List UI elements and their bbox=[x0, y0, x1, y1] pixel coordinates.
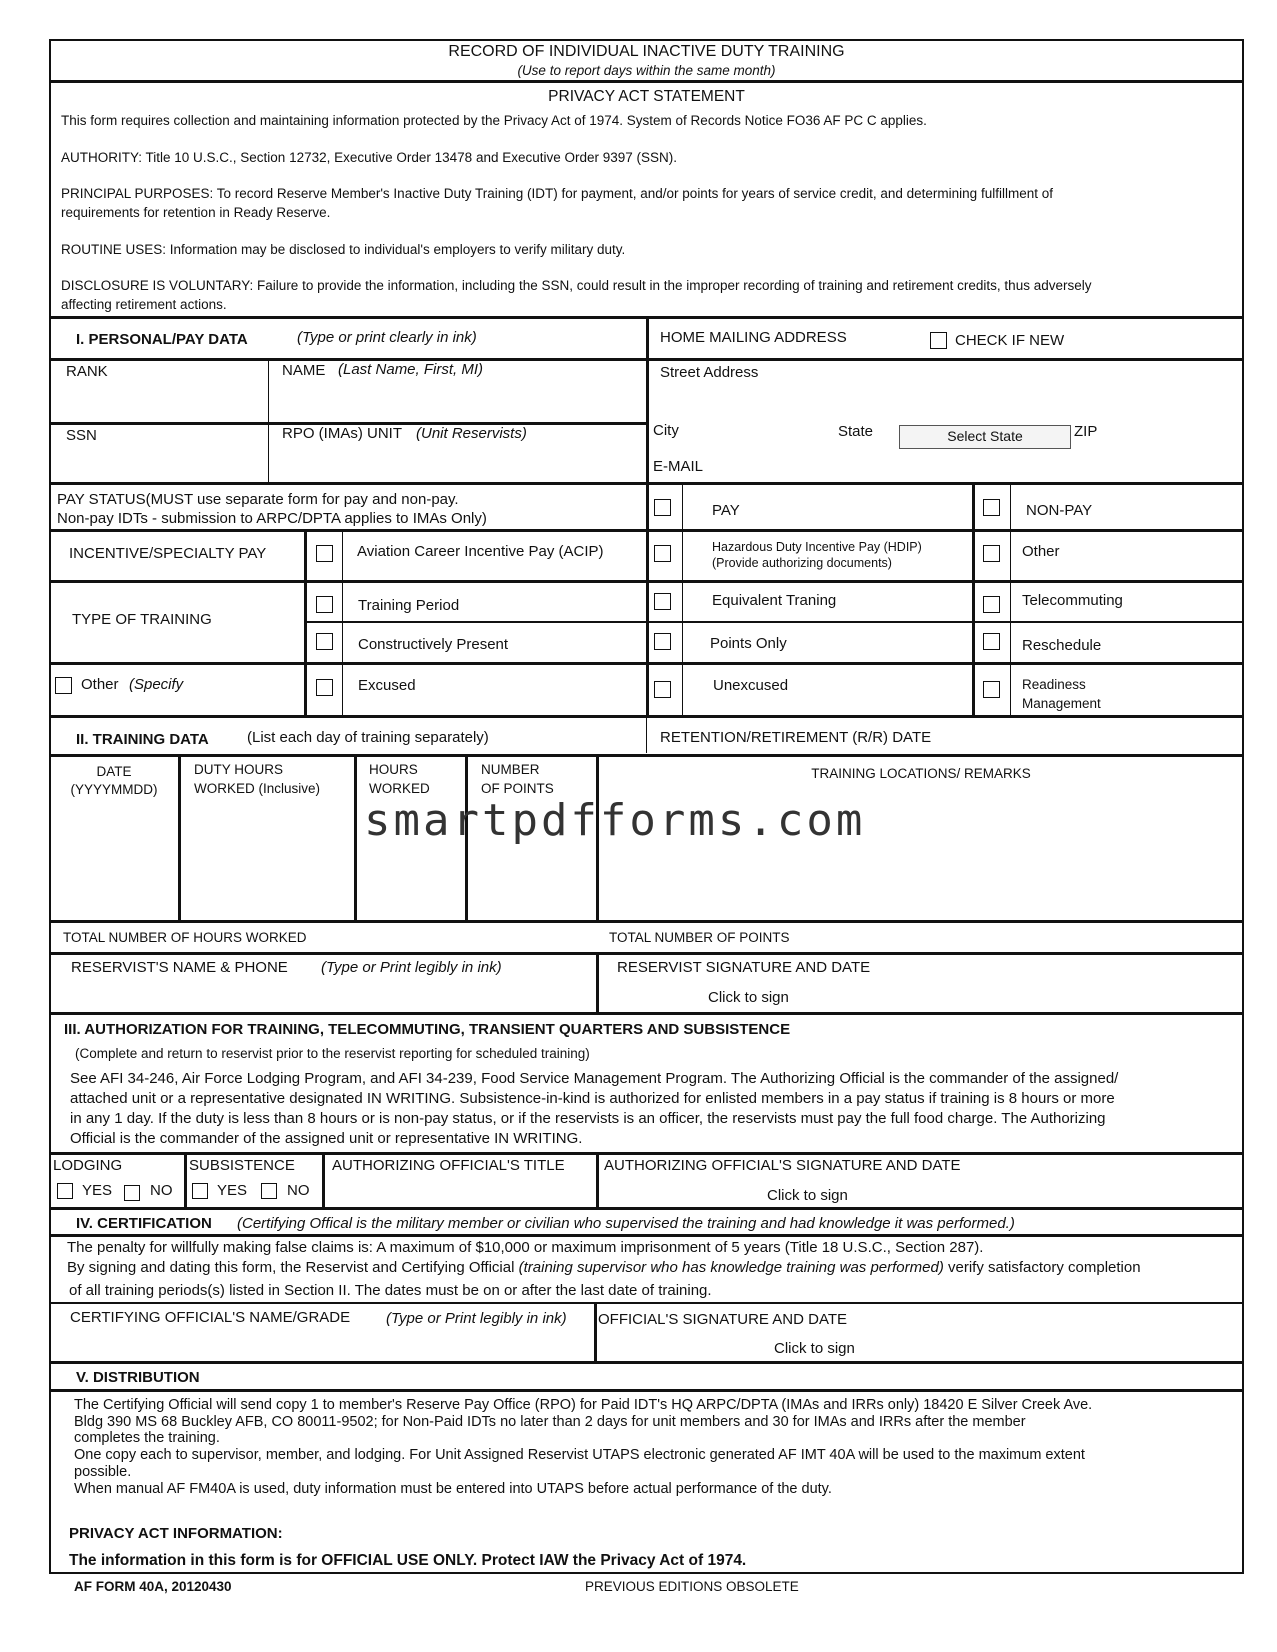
certification-text-c: verify satisfactory completion bbox=[948, 1259, 1141, 1276]
section1-note: (Type or print clearly in ink) bbox=[297, 329, 477, 346]
divider bbox=[646, 318, 649, 716]
reschedule-label: Reschedule bbox=[1022, 637, 1102, 654]
lodging-no-checkbox[interactable] bbox=[124, 1185, 140, 1201]
divider bbox=[49, 529, 1244, 532]
distribution-text: Bldg 390 MS 68 Buckley AFB, CO 80011-9502; for Non-Paid IDTs no later than 2 days for unit members and 30 for IMAs and IRRs after the member bbox=[74, 1414, 1026, 1430]
divider bbox=[49, 1389, 1244, 1392]
city-field[interactable] bbox=[690, 422, 830, 444]
name-field[interactable] bbox=[272, 382, 642, 420]
other-pay-checkbox[interactable] bbox=[983, 545, 1000, 562]
readiness-management-label: Readiness bbox=[1022, 677, 1086, 692]
telecommuting-checkbox[interactable] bbox=[983, 596, 1000, 613]
form-subtitle: (Use to report days within the same month) bbox=[517, 63, 776, 78]
col-remarks-header: TRAINING LOCATIONS/ REMARKS bbox=[811, 766, 1031, 781]
hdip-label: Hazardous Duty Incentive Pay (HDIP) bbox=[712, 540, 922, 554]
email-field[interactable] bbox=[712, 456, 1238, 478]
hdip-checkbox[interactable] bbox=[654, 545, 671, 562]
divider bbox=[49, 952, 1244, 955]
subsistence-yes-label: YES bbox=[217, 1182, 248, 1199]
subsistence-no-checkbox[interactable] bbox=[261, 1183, 277, 1199]
privacy-info-text: The information in this form is for OFFICIAL USE ONLY. Protect IAW the Privacy Act of 1974. bbox=[69, 1552, 747, 1569]
col-points-header: OF POINTS bbox=[481, 781, 554, 796]
section4-heading: IV. CERTIFICATION bbox=[76, 1215, 212, 1232]
privacy-heading: PRIVACY ACT STATEMENT bbox=[548, 88, 745, 105]
divider bbox=[596, 954, 599, 1012]
distribution-text: One copy each to supervisor, member, and lodging. For Unit Assigned Reservist UTAPS electronic generated AF IMT 40A will be used to the maximum extent bbox=[74, 1447, 1085, 1463]
other-training-field[interactable] bbox=[190, 674, 298, 698]
equivalent-training-checkbox[interactable] bbox=[654, 593, 671, 610]
state-label: State bbox=[838, 423, 874, 440]
divider bbox=[322, 1154, 325, 1207]
certification-text-b: (training supervisor who has knowledge training was performed) bbox=[518, 1259, 944, 1276]
non-pay-label: NON-PAY bbox=[1026, 502, 1093, 519]
authorizing-signature-label: AUTHORIZING OFFICIAL'S SIGNATURE AND DATE bbox=[604, 1157, 961, 1174]
divider bbox=[304, 531, 307, 716]
telecommuting-label: Telecommuting bbox=[1022, 592, 1123, 609]
lodging-label: LODGING bbox=[53, 1157, 123, 1174]
email-label: E-MAIL bbox=[653, 458, 704, 475]
rank-field[interactable] bbox=[52, 382, 264, 420]
divider bbox=[49, 920, 1244, 923]
training-period-checkbox[interactable] bbox=[316, 596, 333, 613]
street-address-field[interactable] bbox=[652, 384, 1240, 420]
certification-text bbox=[67, 1259, 1141, 1277]
form-title: RECORD OF INDIVIDUAL INACTIVE DUTY TRAINING bbox=[448, 43, 845, 60]
lodging-yes-checkbox[interactable] bbox=[57, 1183, 73, 1199]
section3-note: (Complete and return to reservist prior to the reservist reporting for scheduled training) bbox=[75, 1046, 590, 1061]
col-date-header: DATE bbox=[96, 764, 132, 779]
total-hours-label: TOTAL NUMBER OF HOURS WORKED bbox=[63, 930, 307, 945]
points-only-label: Points Only bbox=[710, 635, 787, 652]
divider bbox=[342, 531, 343, 716]
name-label: NAME bbox=[282, 362, 326, 379]
certifying-name-label: CERTIFYING OFFICIAL'S NAME/GRADE bbox=[70, 1309, 351, 1326]
section3-heading: III. AUTHORIZATION FOR TRAINING, TELECOMMUTING, TRANSIENT QUARTERS AND SUBSISTENCE bbox=[64, 1021, 791, 1038]
section5-heading: V. DISTRIBUTION bbox=[76, 1369, 200, 1386]
official-sign-button[interactable]: Click to sign bbox=[774, 1340, 855, 1357]
reservist-signature-label: RESERVIST SIGNATURE AND DATE bbox=[617, 959, 871, 976]
section2-heading: II. TRAINING DATA bbox=[76, 731, 209, 748]
certification-text-a: By signing and dating this form, the Reservist and Certifying Official bbox=[67, 1259, 515, 1276]
divider bbox=[594, 1304, 597, 1361]
divider bbox=[49, 80, 1244, 83]
col-hours-worked-header: HOURS bbox=[369, 762, 418, 777]
section3-text: Official is the commander of the assigned unit or representative IN WRITING. bbox=[70, 1130, 583, 1147]
obsolete-notice: PREVIOUS EDITIONS OBSOLETE bbox=[585, 1579, 799, 1594]
divider bbox=[49, 1207, 1244, 1210]
disclosure-text: affecting retirement actions. bbox=[61, 297, 227, 312]
col-duty-hours-header: WORKED (Inclusive) bbox=[194, 781, 321, 796]
hdip-note: (Provide authorizing documents) bbox=[712, 556, 892, 570]
non-pay-checkbox[interactable] bbox=[983, 499, 1000, 516]
pay-label: PAY bbox=[712, 502, 740, 519]
date-field[interactable] bbox=[52, 802, 176, 918]
other-training-checkbox[interactable] bbox=[55, 677, 72, 694]
excused-label: Excused bbox=[358, 677, 416, 694]
certifying-name-field[interactable] bbox=[52, 1332, 590, 1359]
home-address-label: HOME MAILING ADDRESS bbox=[660, 329, 847, 346]
certification-text: of all training periods(s) listed in Section II. The dates must be on or after the last date of training. bbox=[69, 1282, 712, 1299]
rpo-note: (Unit Reservists) bbox=[416, 425, 527, 442]
form-number: AF FORM 40A, 20120430 bbox=[74, 1579, 232, 1594]
incentive-label: INCENTIVE/SPECIALTY PAY bbox=[69, 545, 267, 562]
distribution-text: The Certifying Official will send copy 1 to member's Reserve Pay Office (RPO) for Paid IDT's HQ ARPC/DPTA (IMAs and IRRs only) 18420 E Silver Creek Ave. bbox=[74, 1397, 1093, 1413]
authorizing-title-field[interactable] bbox=[326, 1178, 592, 1205]
constructively-present-label: Constructively Present bbox=[358, 636, 509, 653]
authorizing-sign-button[interactable]: Click to sign bbox=[767, 1187, 848, 1204]
lodging-no-label: NO bbox=[150, 1182, 173, 1199]
other-training-label: Other bbox=[81, 676, 119, 693]
excused-checkbox[interactable] bbox=[316, 679, 333, 696]
unexcused-checkbox[interactable] bbox=[654, 681, 671, 698]
distribution-text: When manual AF FM40A is used, duty information must be entered into UTAPS before actual performance of the duty. bbox=[74, 1481, 832, 1497]
divider bbox=[49, 1012, 1244, 1015]
divider bbox=[49, 482, 1244, 485]
duty-hours-field[interactable] bbox=[182, 802, 352, 918]
divider bbox=[49, 1234, 1244, 1237]
rpo-label: RPO (IMAs) UNIT bbox=[282, 425, 402, 442]
name-note: (Last Name, First, MI) bbox=[338, 361, 484, 378]
penalty-text: The penalty for willfully making false claims is: A maximum of $10,000 or maximum imprisonment of 5 years (Title 18 U.S.C., Section 287). bbox=[67, 1239, 984, 1256]
reservist-sign-button[interactable]: Click to sign bbox=[708, 989, 789, 1006]
zip-label: ZIP bbox=[1074, 423, 1098, 440]
col-date-format: (YYYYMMDD) bbox=[70, 782, 158, 797]
divider bbox=[1010, 484, 1011, 716]
subsistence-label: SUBSISTENCE bbox=[189, 1157, 295, 1174]
ssn-label: SSN bbox=[66, 427, 97, 444]
authorizing-title-label: AUTHORIZING OFFICIAL'S TITLE bbox=[332, 1157, 565, 1174]
watermark-text: smartpdfforms.com bbox=[364, 795, 866, 846]
lodging-yes-label: YES bbox=[82, 1182, 113, 1199]
purposes-text: requirements for retention in Ready Reserve. bbox=[61, 205, 331, 220]
pay-checkbox[interactable] bbox=[654, 499, 671, 516]
other-pay-label: Other bbox=[1022, 543, 1060, 560]
readiness-management-label: Management bbox=[1022, 696, 1101, 711]
privacy-text: This form requires collection and maintaining information protected by the Privacy Act of 1974. System of Records Notice FO36 AF PC C applies. bbox=[61, 113, 927, 128]
readiness-management-checkbox[interactable] bbox=[983, 681, 1000, 698]
subsistence-no-label: NO bbox=[287, 1182, 310, 1199]
divider bbox=[596, 1154, 599, 1207]
divider bbox=[646, 717, 647, 753]
divider bbox=[304, 621, 1244, 623]
ssn-field[interactable] bbox=[52, 446, 264, 480]
rpo-unit-field[interactable] bbox=[272, 446, 642, 480]
section3-text: in any 1 day. If the duty is less than 8 hours or is non-pay status, or if the reservists is an officer, the reservists must pay the full food charge. The Authorizing bbox=[70, 1110, 1106, 1127]
pay-status-label: PAY STATUS(MUST use separate form for pay and non-pay. bbox=[57, 491, 459, 508]
rank-label: RANK bbox=[66, 363, 108, 380]
acip-label: Aviation Career Incentive Pay (ACIP) bbox=[357, 543, 604, 560]
city-label: City bbox=[653, 422, 679, 439]
distribution-text: possible. bbox=[74, 1464, 132, 1480]
reservist-name-label: RESERVIST'S NAME & PHONE bbox=[71, 959, 288, 976]
total-points-label: TOTAL NUMBER OF POINTS bbox=[609, 930, 790, 945]
divider bbox=[184, 1154, 187, 1207]
col-points-header: NUMBER bbox=[481, 762, 540, 777]
check-if-new-checkbox[interactable] bbox=[930, 332, 947, 349]
certifying-name-note: (Type or Print legibly in ink) bbox=[386, 1310, 567, 1327]
disclosure-text: DISCLOSURE IS VOLUNTARY: Failure to provide the information, including the SSN, could result in the improper recording of training and retirement credits, thus adversely bbox=[61, 278, 1092, 293]
divider bbox=[354, 756, 357, 921]
reservist-name-field[interactable] bbox=[52, 980, 592, 1010]
divider bbox=[972, 484, 975, 716]
pay-status-note: Non-pay IDTs - submission to ARPC/DPTA applies to IMAs Only) bbox=[57, 510, 487, 527]
distribution-text: completes the training. bbox=[74, 1430, 220, 1446]
divider bbox=[49, 1361, 1244, 1364]
subsistence-yes-checkbox[interactable] bbox=[192, 1183, 208, 1199]
col-duty-hours-header: DUTY HOURS bbox=[194, 762, 284, 777]
routine-uses-text: ROUTINE USES: Information may be disclosed to individual's employers to verify military duty. bbox=[61, 242, 626, 257]
divider bbox=[682, 484, 683, 716]
check-if-new-label: CHECK IF NEW bbox=[955, 332, 1065, 349]
divider bbox=[49, 662, 1244, 665]
col-hours-worked-header: WORKED bbox=[369, 781, 430, 796]
section1-heading: I. PERSONAL/PAY DATA bbox=[76, 331, 248, 348]
section3-text: attached unit or a representative designated IN WRITING. Subsistence-in-kind is authorized for enlisted members in a pay status if training is 8 hours or more bbox=[70, 1090, 1115, 1107]
street-address-label: Street Address bbox=[660, 364, 759, 381]
training-period-label: Training Period bbox=[358, 597, 460, 614]
divider bbox=[49, 754, 1244, 757]
reservist-name-note: (Type or Print legibly in ink) bbox=[321, 959, 502, 976]
privacy-info-heading: PRIVACY ACT INFORMATION: bbox=[69, 1525, 283, 1542]
official-signature-label: OFFICIAL'S SIGNATURE AND DATE bbox=[598, 1311, 848, 1328]
zip-field[interactable] bbox=[1110, 422, 1238, 444]
unexcused-label: Unexcused bbox=[713, 677, 789, 694]
divider bbox=[49, 580, 1244, 583]
state-select[interactable]: Select State bbox=[899, 425, 1071, 449]
section2-note: (List each day of training separately) bbox=[247, 729, 489, 746]
divider bbox=[268, 360, 269, 482]
divider bbox=[49, 1302, 1244, 1304]
divider bbox=[49, 358, 1244, 361]
divider bbox=[49, 1152, 1244, 1155]
section3-text: See AFI 34-246, Air Force Lodging Program, and AFI 34-239, Food Service Management Program. The Authorizing Official is the commander of the assigned/ bbox=[70, 1070, 1119, 1087]
other-training-note: (Specify bbox=[129, 676, 184, 693]
purposes-text: PRINCIPAL PURPOSES: To record Reserve Member's Inactive Duty Training (IDT) for payment, and/or points for years of service credit, and determining fulfillment of bbox=[61, 186, 1053, 201]
equivalent-training-label: Equivalent Traning bbox=[712, 592, 837, 609]
rr-date-label: RETENTION/RETIREMENT (R/R) DATE bbox=[660, 729, 932, 746]
constructively-present-checkbox[interactable] bbox=[316, 633, 333, 650]
acip-checkbox[interactable] bbox=[316, 545, 333, 562]
rr-date-field[interactable] bbox=[950, 722, 1238, 748]
type-of-training-label: TYPE OF TRAINING bbox=[72, 611, 212, 628]
authority-text: AUTHORITY: Title 10 U.S.C., Section 12732, Executive Order 13478 and Executive Order 9397 (SSN). bbox=[61, 150, 678, 165]
reschedule-checkbox[interactable] bbox=[983, 633, 1000, 650]
divider bbox=[178, 756, 181, 921]
points-only-checkbox[interactable] bbox=[654, 633, 671, 650]
section4-note: (Certifying Offical is the military member or civilian who supervised the training and had knowledge it was performed.) bbox=[237, 1215, 1015, 1232]
